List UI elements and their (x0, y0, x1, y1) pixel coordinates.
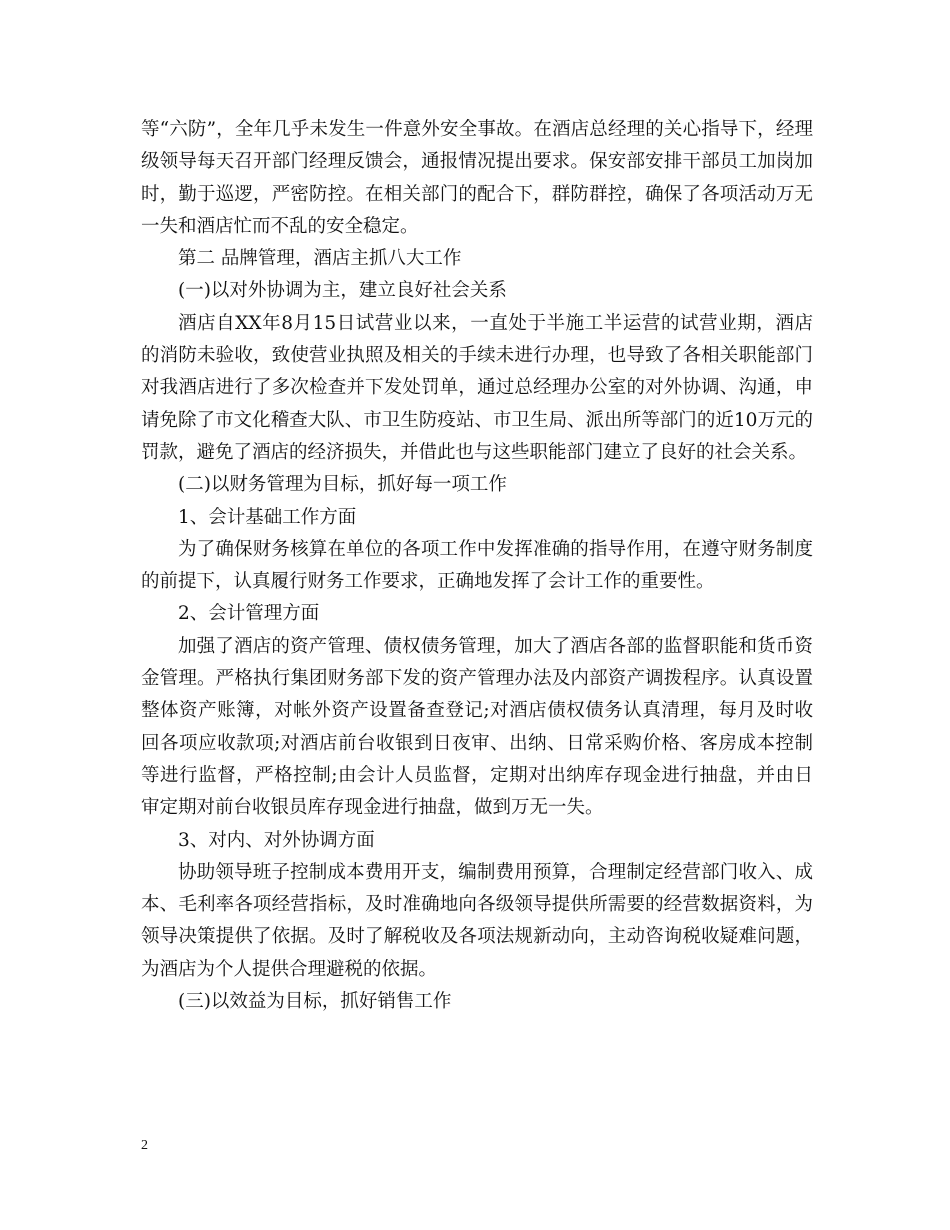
item-heading-coordination: 3、对内、对外协调方面 (178, 829, 375, 851)
section-heading-brand-management: 第二 品牌管理，酒店主抓八大工作 (178, 248, 462, 270)
paragraph-security-summary: 等“六防”，全年几乎未发生一件意外安全事故。在酒店总经理的关心指导下，经理级领导每天召开部门经理反馈会，通报情况提出要求。保安部安排干部员工加岗加时，勤于巡逻，严密防控。在相关部门的配合下，群防群控，确保了各项活动万无一失和酒店忙而不乱的安全稳定。 (141, 119, 813, 237)
paragraph-accounting-management: 加强了酒店的资产管理、债权债务管理，加大了酒店各部的监督职能和货币资金管理。严格执行集团财务部下发的资产管理办法及内部资产调拨程序。认真设置整体资产账簿，对帐外资产设置备查登记;对酒店债权债务认真清理，每月及时收回各项应收款项;对酒店前台收银到日夜审、出纳、日常采购价格、客房成本控制等进行监督，严格控制;由会计人员监督，定期对出纳库存现金进行抽盘，并由日审定期对前台收银员库存现金进行抽盘，做到万无一失。 (141, 635, 813, 819)
paragraph-accounting-basics: 为了确保财务核算在单位的各项工作中发挥准确的指导作用，在遵守财务制度的前提下，认真履行财务工作要求，正确地发挥了会计工作的重要性。 (141, 538, 813, 593)
item-heading-accounting-management: 2、会计管理方面 (178, 603, 320, 625)
subsection-heading-external-coordination: (一)以对外协调为主，建立良好社会关系 (178, 280, 507, 302)
subsection-heading-sales: (三)以效益为目标，抓好销售工作 (178, 991, 452, 1013)
page-number: 2 (141, 1138, 148, 1153)
subsection-heading-financial-management: (二)以财务管理为目标，抓好每一项工作 (178, 474, 507, 496)
paragraph-external-coordination: 酒店自XX年8月15日试营业以来，一直处于半施工半运营的试营业期，酒店的消防未验收，致使营业执照及相关的手续未进行办理，也导致了各相关职能部门对我酒店进行了多次检查并下发处罚单，通过总经理办公室的对外协调、沟通，申请免除了市文化稽查大队、市卫生防疫站、市卫生局、派出所等部门的近10万元的罚款，避免了酒店的经济损失，并借此也与这些职能部门建立了良好的社会关系。 (141, 312, 813, 463)
item-heading-accounting-basics: 1、会计基础工作方面 (178, 506, 357, 528)
paragraph-coordination: 协助领导班子控制成本费用开支，编制费用预算，合理制定经营部门收入、成本、毛利率各项经营指标，及时准确地向各级领导提供所需要的经营数据资料，为领导决策提供了依据。及时了解税收及各项法规新动向，主动咨询税收疑难问题，为酒店为个人提供合理避税的依据。 (141, 861, 813, 980)
document-body (141, 114, 813, 1018)
